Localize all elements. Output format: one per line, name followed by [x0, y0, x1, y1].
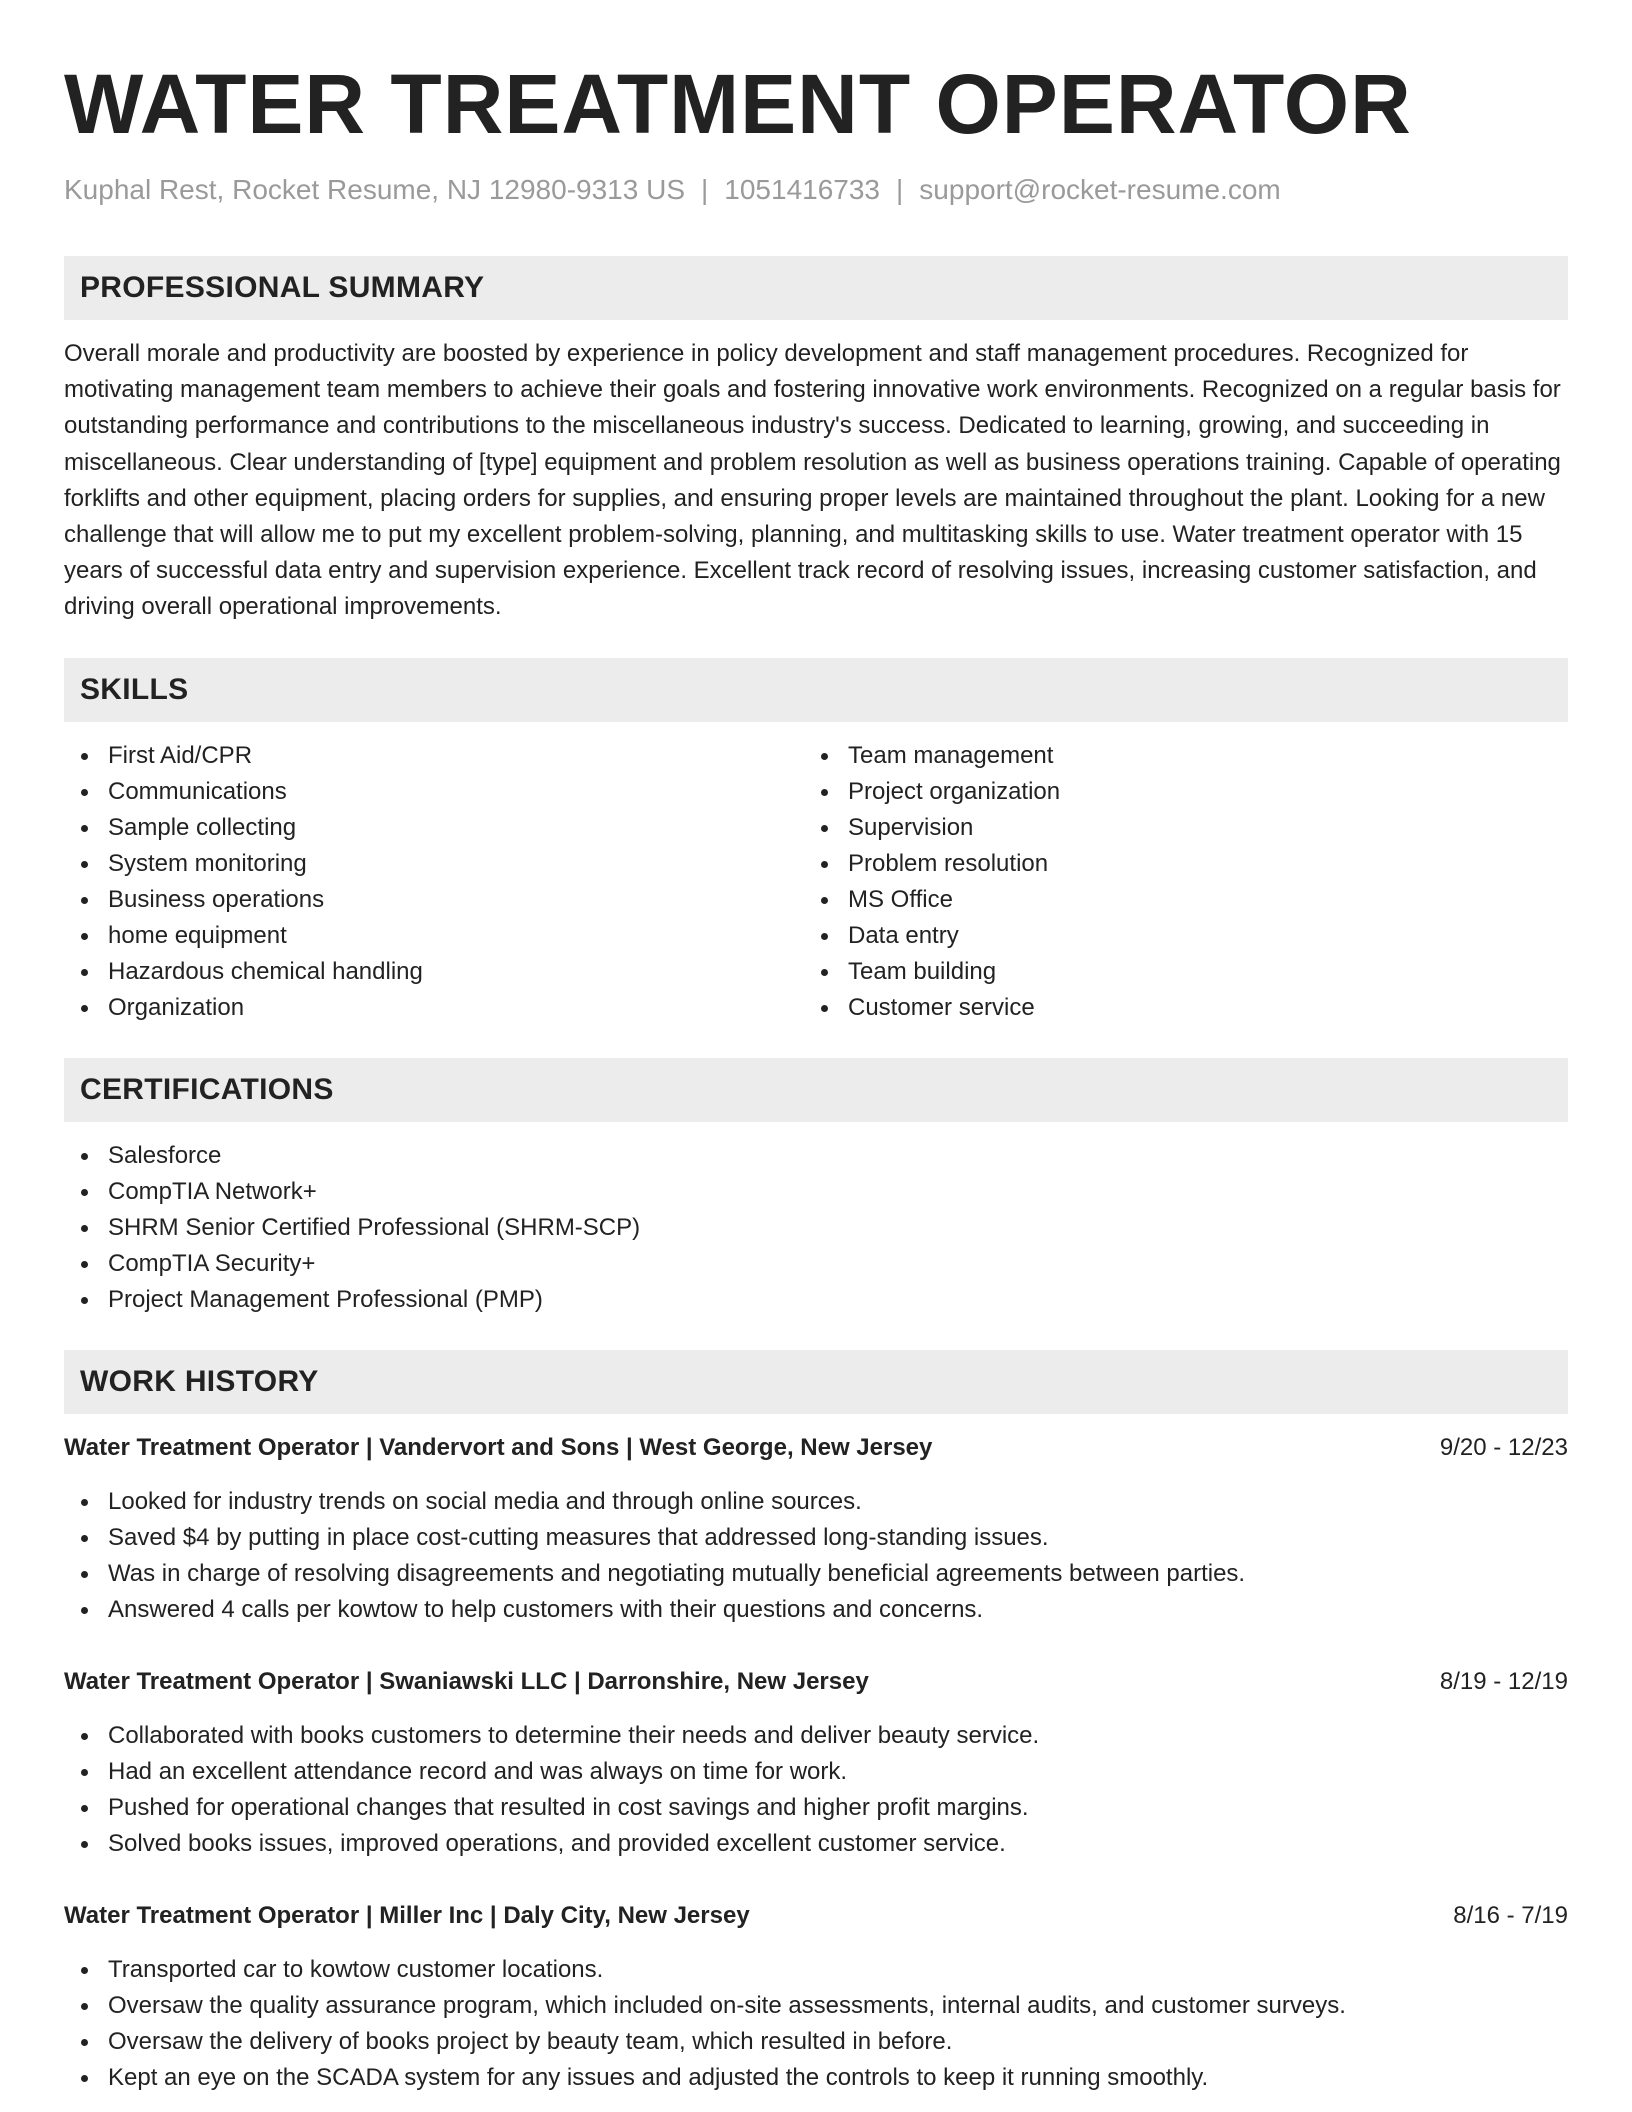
section-heading-work-history: WORK HISTORY [64, 1350, 1568, 1414]
bullet-icon [81, 1733, 88, 1740]
bullet-icon [81, 861, 88, 868]
certification-label: SHRM Senior Certified Professional (SHRM-SCP) [108, 1213, 641, 1241]
bullet-icon [821, 825, 828, 832]
skill-label: Project organization [848, 777, 1061, 805]
certification-item [64, 1138, 1568, 1174]
bullet-icon [81, 1535, 88, 1542]
job-bullet-text: Answered 4 calls per kowtow to help customers with their questions and concerns. [108, 1595, 984, 1623]
bullet-icon [81, 1261, 88, 1268]
bullet-icon [81, 2039, 88, 2046]
bullet-icon [821, 933, 828, 940]
certification-label: CompTIA Security+ [108, 1249, 316, 1277]
bullet-icon [821, 1005, 828, 1012]
certification-label: Salesforce [108, 1141, 222, 1169]
skill-label: home equipment [108, 921, 287, 949]
skill-label: Hazardous chemical handling [108, 957, 423, 985]
section-heading-certifications: CERTIFICATIONS [64, 1058, 1568, 1122]
skill-item [804, 810, 1544, 846]
contact-email: support@rocket-resume.com [919, 174, 1281, 205]
certification-item [64, 1246, 1568, 1282]
skill-label: Communications [108, 777, 287, 805]
section-heading-skills: SKILLS [64, 658, 1568, 722]
job-bullet [64, 1556, 1568, 1592]
job-bullet [64, 1484, 1568, 1520]
job-bullet-text: Oversaw the delivery of books project by beauty team, which resulted in before. [108, 2027, 953, 2055]
skill-label: Organization [108, 993, 245, 1021]
skill-item [804, 954, 1544, 990]
skills-list-left [64, 738, 804, 1026]
skill-label: Problem resolution [848, 849, 1049, 877]
job-entry [64, 1898, 1568, 2096]
contact-separator: | [701, 174, 709, 205]
bullet-icon [821, 753, 828, 760]
job-bullet [64, 2060, 1568, 2096]
skill-label: Business operations [108, 885, 325, 913]
job-bullet-text: Collaborated with books customers to determine their needs and deliver beauty service. [108, 1721, 1040, 1749]
skill-item [64, 882, 804, 918]
job-bullet-text: Had an excellent attendance record and was always on time for work. [108, 1757, 848, 1785]
certifications-list [64, 1138, 1568, 1318]
bullet-icon [81, 2003, 88, 2010]
skill-item [64, 990, 804, 1026]
bullet-icon [81, 1153, 88, 1160]
job-dates: 8/16 - 7/19 [1453, 1901, 1568, 1929]
bullet-icon [81, 897, 88, 904]
summary-text: Overall morale and productivity are boosted by experience in policy development and staff management procedures. Recognized for motivating management team members to achieve their goals and fostering innovative work environments. Recognized on a regular basis for outstanding performance and contributions to the miscellaneous industry's success. Dedicated to learning, growing, and succeeding in miscellaneous. Clear understanding of [type] equipment and problem resolution as well as business operations training. Capable of operating forklifts and other equipment, placing orders for supplies, and ensuring proper levels are maintained throughout the plant. Looking for a new challenge that will allow me to put my excellent problem-solving, planning, and multitasking skills to use. Water treatment operator with 15 years of successful data entry and supervision experience. Excellent track record of resolving issues, increasing customer satisfaction, and driving overall operational improvements. [64, 340, 1561, 621]
job-entry [64, 1664, 1568, 1862]
job-title: Water Treatment Operator | Swaniawski LLC | Darronshire, New Jersey [64, 1667, 869, 1695]
bullet-icon [821, 897, 828, 904]
contact-phone: 1051416733 [724, 174, 881, 205]
certification-item [64, 1282, 1568, 1318]
bullet-icon [81, 1841, 88, 1848]
certification-label: CompTIA Network+ [108, 1177, 317, 1205]
skill-label: System monitoring [108, 849, 307, 877]
bullet-icon [81, 1571, 88, 1578]
job-bullet-text: Saved $4 by putting in place cost-cutting measures that addressed long-standing issues. [108, 1523, 1049, 1551]
job-dates: 8/19 - 12/19 [1439, 1667, 1568, 1695]
job-bullet-text: Was in charge of resolving disagreements and negotiating mutually beneficial agreements between parties. [108, 1559, 1246, 1587]
skill-label: Sample collecting [108, 813, 297, 841]
job-title: Water Treatment Operator | Miller Inc | Daly City, New Jersey [64, 1901, 750, 1929]
skill-item [64, 954, 804, 990]
job-bullet-list [64, 1484, 1568, 1628]
bullet-icon [81, 1805, 88, 1812]
skill-item [64, 738, 804, 774]
bullet-icon [81, 1499, 88, 1506]
skill-item [64, 918, 804, 954]
job-bullet [64, 1520, 1568, 1556]
job-header [64, 1898, 1568, 1934]
bullet-icon [81, 933, 88, 940]
job-bullet [64, 1952, 1568, 1988]
bullet-icon [81, 1189, 88, 1196]
job-bullet-list [64, 1718, 1568, 1862]
section-heading-summary: PROFESSIONAL SUMMARY [64, 256, 1568, 320]
skill-label: Team management [848, 741, 1054, 769]
bullet-icon [81, 1225, 88, 1232]
bullet-icon [81, 1607, 88, 1614]
skill-label: Supervision [848, 813, 974, 841]
job-bullet [64, 1790, 1568, 1826]
bullet-icon [81, 2075, 88, 2082]
skill-label: Customer service [848, 993, 1035, 1021]
job-bullet [64, 1754, 1568, 1790]
certification-label: Project Management Professional (PMP) [108, 1285, 543, 1313]
certification-item [64, 1174, 1568, 1210]
job-header [64, 1430, 1568, 1466]
job-bullet [64, 1988, 1568, 2024]
skill-label: Team building [848, 957, 997, 985]
job-bullet [64, 1592, 1568, 1628]
job-bullet [64, 1826, 1568, 1862]
bullet-icon [81, 969, 88, 976]
skill-item [804, 774, 1544, 810]
bullet-icon [821, 969, 828, 976]
skill-label: MS Office [848, 885, 953, 913]
job-bullet-text: Pushed for operational changes that resulted in cost savings and higher profit margins. [108, 1793, 1029, 1821]
job-bullet-text: Looked for industry trends on social media and through online sources. [108, 1487, 862, 1515]
bullet-icon [821, 789, 828, 796]
bullet-icon [81, 1297, 88, 1304]
skills-list-right [804, 738, 1544, 1026]
job-bullet-text: Transported car to kowtow customer locations. [108, 1955, 604, 1983]
contact-address: Kuphal Rest, Rocket Resume, NJ 12980-9313 US [64, 174, 685, 205]
bullet-icon [81, 1005, 88, 1012]
skill-item [64, 846, 804, 882]
skill-label: Data entry [848, 921, 959, 949]
job-title: Water Treatment Operator | Vandervort and Sons | West George, New Jersey [64, 1433, 933, 1461]
skill-item [64, 774, 804, 810]
job-dates: 9/20 - 12/23 [1439, 1433, 1568, 1461]
skill-item [804, 918, 1544, 954]
certification-item [64, 1210, 1568, 1246]
contact-line [64, 170, 1568, 210]
skill-item [804, 882, 1544, 918]
resume-name-heading: WATER TREATMENT OPERATOR [64, 57, 1412, 151]
bullet-icon [81, 789, 88, 796]
bullet-icon [81, 753, 88, 760]
skills-columns [64, 738, 1568, 1026]
job-bullet-text: Oversaw the quality assurance program, which included on-site assessments, internal audits, and customer surveys. [108, 1991, 1346, 2019]
job-bullet-text: Solved books issues, improved operations, and provided excellent customer service. [108, 1829, 1006, 1857]
skill-item [64, 810, 804, 846]
bullet-icon [81, 1769, 88, 1776]
job-bullet-text: Kept an eye on the SCADA system for any issues and adjusted the controls to keep it running smoothly. [108, 2063, 1209, 2091]
bullet-icon [821, 861, 828, 868]
skill-label: First Aid/CPR [108, 741, 253, 769]
skill-item [804, 846, 1544, 882]
job-bullet [64, 2024, 1568, 2060]
bullet-icon [81, 1967, 88, 1974]
skill-item [804, 738, 1544, 774]
job-bullet [64, 1718, 1568, 1754]
bullet-icon [81, 825, 88, 832]
skill-item [804, 990, 1544, 1026]
contact-separator: | [896, 174, 904, 205]
job-entry [64, 1430, 1568, 1628]
job-header [64, 1664, 1568, 1700]
job-bullet-list [64, 1952, 1568, 2096]
